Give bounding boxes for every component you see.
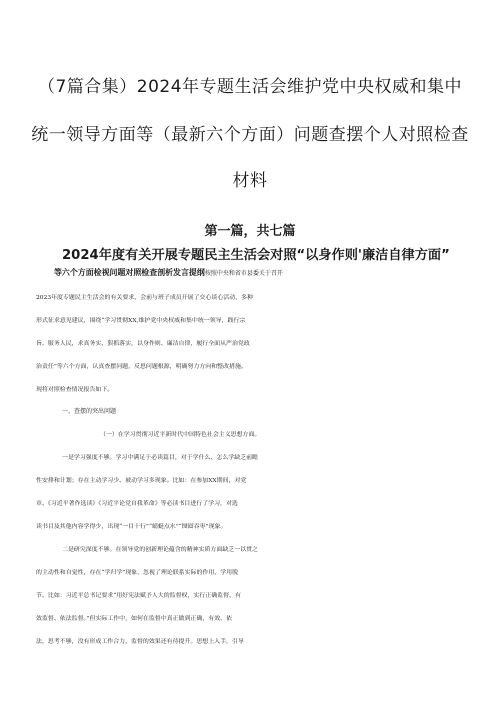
document-title-line-3: 材料 [232, 171, 268, 191]
section-heading: 一、查摆的突出问题 [62, 408, 117, 415]
intro-line-1: 2023年度专题民主生活会的有关要求，会前与班子成员开展了交心谈心活动，多种 [36, 294, 253, 301]
paragraph-line-8: 效监督、依法监督。”但实际工作中，如何在监督中真正做到正确、有效、依 [36, 615, 233, 622]
intro-line-2: 形式征求意见建议，围绕“学习贯彻XX,维护党中央权威和集中统一领导，践行宗 [36, 317, 246, 324]
chapter-label: 第一篇，共七篇 [204, 224, 296, 239]
document-title-line-1: （7篇合集）2024年专题生活会维护党中央权威和集中 [37, 77, 463, 97]
paragraph-line-9: 法，思考不够，没有形成工作合力，监督的效果还有待提升。思想上入手，引导 [36, 638, 244, 645]
speech-heading-bold: 等六个方面检视问题对照检查剖析发言提纲 [54, 268, 205, 277]
intro-body-start: 按照中央和省市县委关于召开 [204, 270, 283, 277]
intro-line-5: 现将对照检查情况报告如下。 [36, 386, 114, 393]
intro-line-3: 旨、服务人民，求真务实、狠抓落实，以身作则、廉洁自律，履行全面从严治党政 [36, 340, 250, 347]
paragraph-line-7: 节。比如：习近平总书记要求“用好宪法赋予人大的监督权，实行正确监督、有 [36, 592, 241, 599]
paragraph-line-6: 的主动性和自觉性，存在“学归学”现象，忽视了理论联系实际的作用，学用脱 [36, 569, 239, 576]
speech-heading-line-1: 2024年度有关开展专题民主生活会对照“以身作则'廉洁自律方面” [62, 248, 450, 263]
paragraph-line-5: 二是研究深度不够。在领导党的创新理论蕴含的精神实质方面缺乏一以贯之 [62, 546, 258, 553]
paragraph-line-2: 性安排和计划；存在主动学习少、被动学习多现象。比如：在参加XX期间，对党 [36, 477, 247, 484]
paragraph-line-4: 读书目及其他内容学得少，出现“一目十行”“蜻蜓点水”“囫囵吞枣”现象。 [36, 523, 227, 530]
document-title-line-2: 统一领导方面等（最新六个方面）问题查摆个人对照检查 [31, 125, 469, 145]
subsection-heading: （一）在学习贯彻习近平新时代中国特色社会主义思想方面。 [100, 431, 261, 438]
intro-line-4: 治责任”等六个方面，认真查摆问题，反思问题根源，明确努力方向和整改措施。 [36, 363, 247, 370]
speech-heading-line-2 [54, 267, 494, 278]
paragraph-line-1: 一是学习强度不够。学习中满足于必读篇目，对于学什么、怎么学缺乏前瞻 [62, 454, 258, 461]
paragraph-line-3: 章、《习近平著作选读》《习近平论党自我革命》等必读书目进行了学习，对选 [36, 500, 238, 507]
